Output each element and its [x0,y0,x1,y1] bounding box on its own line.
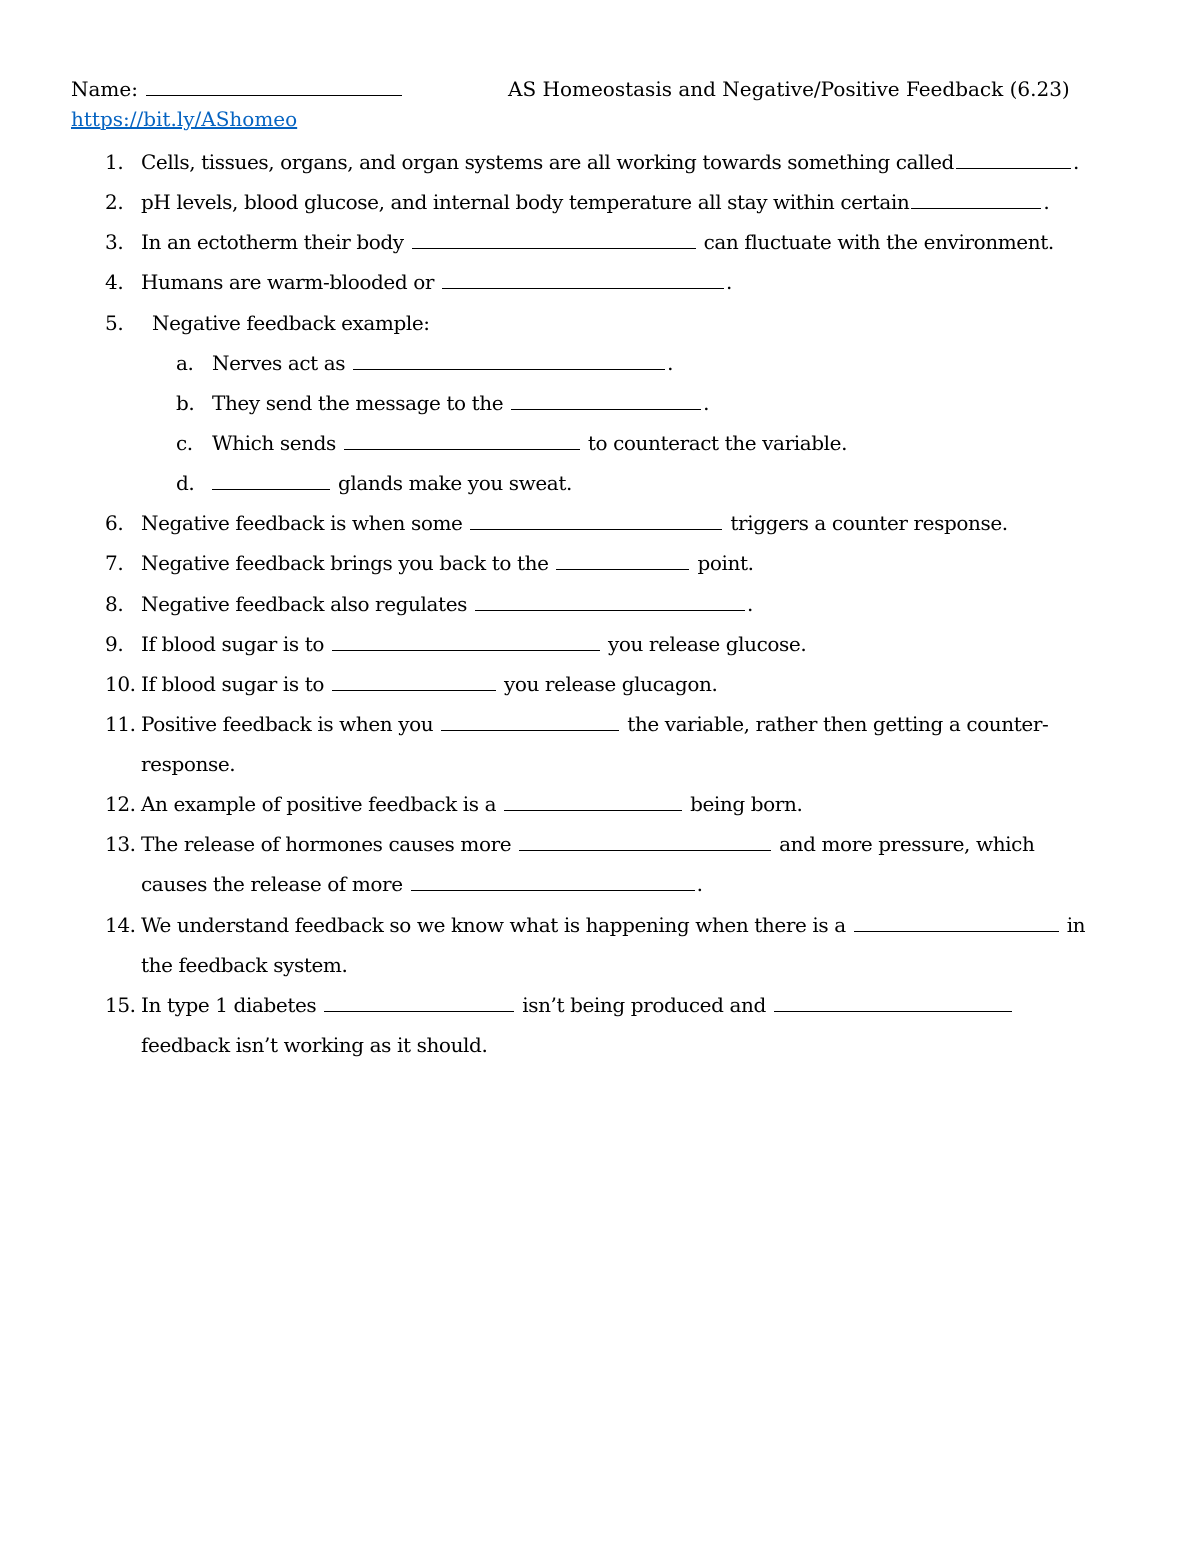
question-text: causes the release of more [141,872,403,896]
question-text: Positive feedback is when you [141,712,434,736]
question-text: feedback isn’t working as it should. [141,1033,488,1057]
answer-blank[interactable] [854,915,1059,932]
question-number: 6. [105,511,124,535]
question-number: 3. [105,230,124,254]
question-text: . [703,391,710,415]
answer-blank[interactable] [442,272,724,289]
question-number: 5. [105,311,124,335]
answer-blank[interactable] [956,152,1071,169]
answer-blank[interactable] [324,995,514,1012]
question-text: being born. [690,792,803,816]
name-blank[interactable] [146,79,402,96]
question-number: 2. [105,190,124,214]
question-text: you release glucagon. [503,672,718,696]
question-text: glands make you sweat. [337,471,572,495]
answer-blank[interactable] [332,674,496,691]
question-text: point. [697,551,754,575]
answer-blank[interactable] [332,634,600,651]
answer-blank[interactable] [353,353,665,370]
question-text: . [696,872,703,896]
question-text: Humans are warm-blooded or [141,270,434,294]
question-text: We understand feedback so we know what is happening when there is a [141,913,846,937]
question-number: 15. [105,993,136,1017]
answer-blank[interactable] [475,594,745,611]
answer-blank[interactable] [470,513,722,530]
question-text: Negative feedback example: [152,311,430,335]
question-number: b. [176,391,195,415]
question-number: 13. [105,832,136,856]
worksheet-link[interactable]: https://bit.ly/AShomeo [71,107,298,131]
answer-blank[interactable] [212,473,330,490]
question-number: 14. [105,913,136,937]
question-text: Which sends [212,431,336,455]
name-line [71,74,404,104]
answer-blank[interactable] [504,794,682,811]
question-text: the variable, rather then getting a counter- [627,712,1049,736]
question-text: Negative feedback is when some [141,511,463,535]
answer-blank[interactable] [556,553,689,570]
question-number: a. [176,351,194,375]
question-text: and more pressure, which [779,832,1035,856]
question-number: 4. [105,270,124,294]
question-number: 1. [105,150,124,174]
question-text: They send the message to the [212,391,504,415]
question-number: 10. [105,672,136,696]
question-text: An example of positive feedback is a [141,792,497,816]
question-text: isn’t being produced and [522,993,766,1017]
answer-blank[interactable] [441,714,619,731]
question-text: If blood sugar is to [141,632,324,656]
question-text: Nerves act as [212,351,346,375]
question-text: Negative feedback brings you back to the [141,551,549,575]
question-text: . [667,351,674,375]
worksheet-title: AS Homeostasis and Negative/Positive Feedback (6.23) [508,77,1070,101]
question-text: . [1072,150,1079,174]
question-number: 8. [105,592,124,616]
question-number: 7. [105,551,124,575]
answer-blank[interactable] [511,393,701,410]
question-text: pH levels, blood glucose, and internal body temperature all stay within certain [141,190,910,214]
question-text: In an ectotherm their body [141,230,404,254]
question-text: . [725,270,732,294]
answer-blank[interactable] [412,232,696,249]
question-text: to counteract the variable. [587,431,848,455]
question-text: you release glucose. [607,632,807,656]
answer-blank[interactable] [344,433,580,450]
question-text: the feedback system. [141,953,348,977]
question-text: response. [141,752,236,776]
question-text: In type 1 diabetes [141,993,317,1017]
question-number: 12. [105,792,136,816]
question-text: The release of hormones causes more [141,832,512,856]
question-number: d. [176,471,195,495]
question-text: in [1066,913,1086,937]
question-text: Cells, tissues, organs, and organ systems are all working towards something called [141,150,954,174]
question-text: triggers a counter response. [730,511,1008,535]
answer-blank[interactable] [774,995,1012,1012]
answer-blank[interactable] [911,192,1041,209]
question-number: 9. [105,632,124,656]
question-text: If blood sugar is to [141,672,324,696]
question-number: c. [176,431,193,455]
question-text: can fluctuate with the environment. [703,230,1054,254]
answer-blank[interactable] [411,874,695,891]
question-text: . [746,592,753,616]
question-number: 11. [105,712,136,736]
question-text: Negative feedback also regulates [141,592,467,616]
answer-blank[interactable] [519,834,771,851]
name-label: Name: [71,77,138,101]
question-text: . [1043,190,1050,214]
